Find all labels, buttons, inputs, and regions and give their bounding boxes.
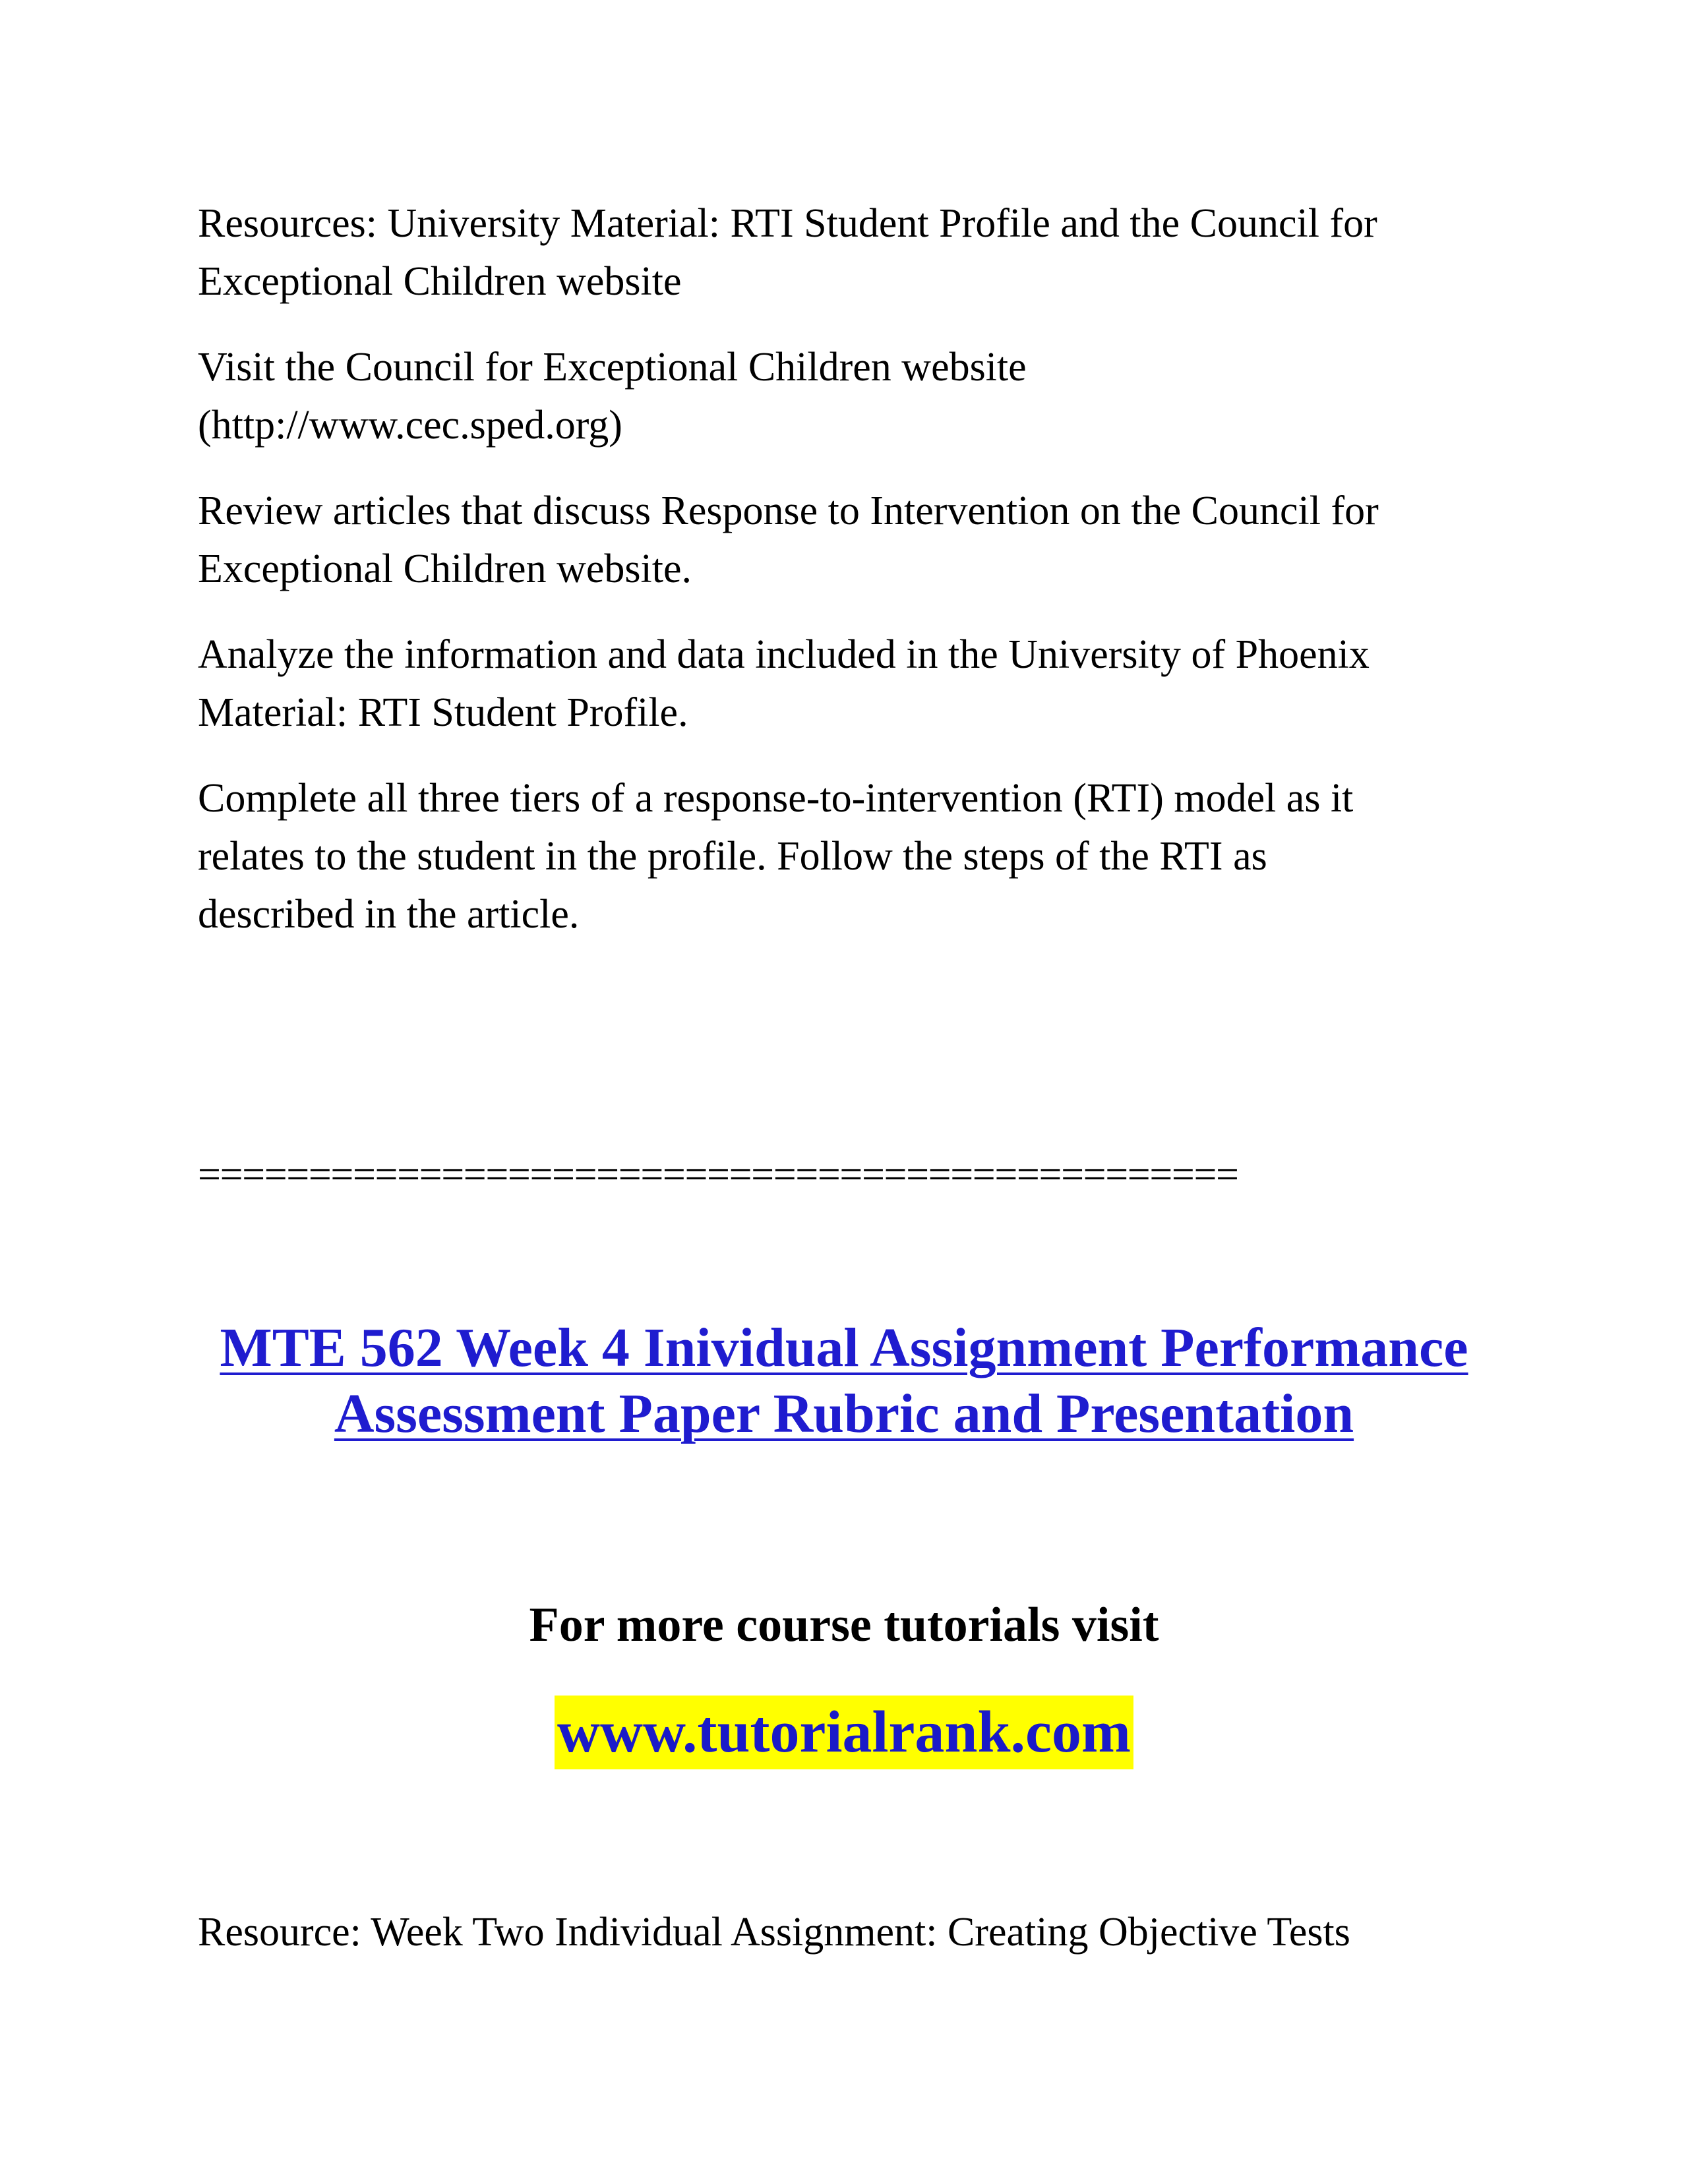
assignment-link[interactable]	[0, 1315, 1688, 1447]
text-line: Analyze the information and data included in the University of Phoenix	[198, 632, 1370, 677]
text-line: Exceptional Children website.	[198, 546, 692, 591]
text-line: (http://www.cec.sped.org)	[198, 403, 622, 448]
complete-paragraph	[198, 769, 1490, 943]
link-line[interactable]: Assessment Paper Rubric and Presentation	[334, 1383, 1354, 1444]
text-line: Review articles that discuss Response to Intervention on the Council for	[198, 488, 1379, 533]
resources-paragraph	[198, 194, 1490, 310]
text-line: Exceptional Children website	[198, 259, 682, 304]
resource-line	[198, 1903, 1490, 1961]
text-line: described in the article.	[198, 892, 580, 937]
text-line: Resource: Week Two Individual Assignment: Creating Objective Tests	[198, 1910, 1350, 1955]
review-paragraph	[198, 482, 1490, 598]
text-line: Complete all three tiers of a response-to-intervention (RTI) model as it	[198, 776, 1354, 821]
visit-paragraph	[198, 338, 1490, 454]
analyze-paragraph	[198, 626, 1490, 742]
site-url-highlighted[interactable]: www.tutorialrank.com	[555, 1696, 1133, 1769]
link-line[interactable]: MTE 562 Week 4 Inividual Assignment Performance	[220, 1317, 1468, 1378]
assignment-title-link[interactable]	[0, 1315, 1688, 1447]
tutorials-heading: For more course tutorials visit	[529, 1598, 1159, 1652]
text-line: Resources: University Material: RTI Student Profile and the Council for	[198, 201, 1377, 246]
text-line: relates to the student in the profile. Follow the steps of the RTI as	[198, 834, 1267, 879]
text-line: Visit the Council for Exceptional Children website	[198, 345, 1027, 390]
text-line: Material: RTI Student Profile.	[198, 690, 688, 735]
separator-line: ===============================================	[198, 1152, 1238, 1197]
site-url-container	[0, 1696, 1688, 1769]
